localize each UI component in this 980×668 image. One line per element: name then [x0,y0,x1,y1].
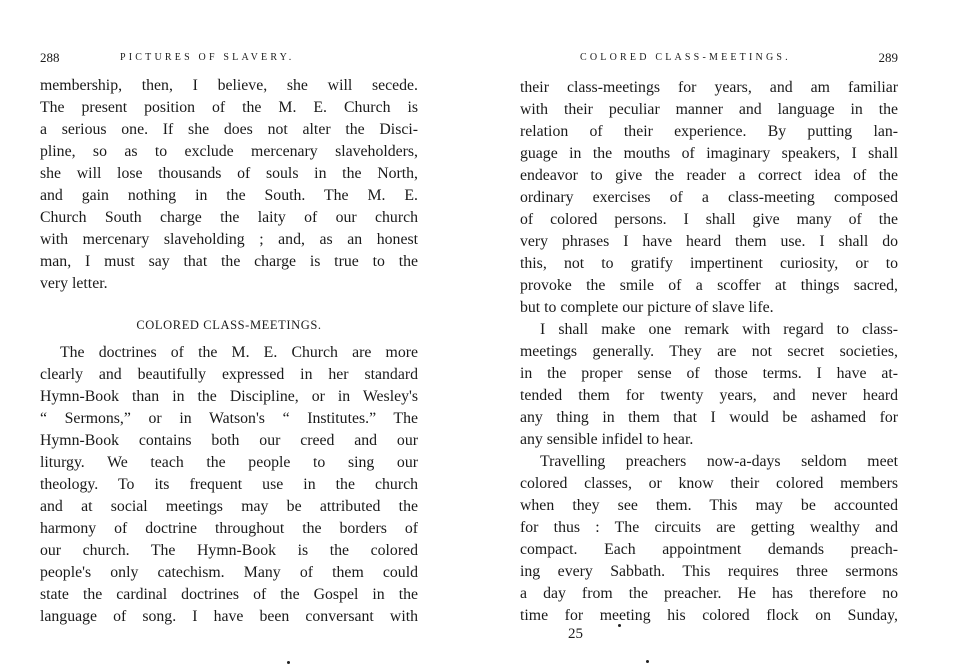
right-page [520,0,898,668]
text-line: ing every Sabbath. This requires three sermons [520,563,898,580]
text-line: I shall make one remark with regard to class- [540,321,898,338]
text-line: in the proper sense of those terms. I have at- [520,365,898,382]
text-line: colored classes, or know their colored members [520,475,898,492]
text-line: people's only catechism. Many of them could [40,564,418,581]
text-line: a serious one. If she does not alter the Disci- [40,121,418,138]
ink-speck [287,661,290,664]
text-line: but to complete our picture of slave life. [520,299,774,316]
text-line: when they see them. This may be accounted [520,497,898,514]
right-page-body [520,77,898,627]
text-line: their class-meetings for years, and am familiar [520,79,898,96]
text-line: harmony of doctrine throughout the borders of [40,520,418,537]
text-line: with their peculiar manner and language in the [520,101,898,118]
left-running-title: PICTURES OF SLAVERY. [120,52,295,63]
text-line: for thus : The circuits are getting wealthy and [520,519,898,536]
text-line: Travelling preachers now-a-days seldom meet [540,453,898,470]
text-line: guage in the mouths of imaginary speakers, I shall [520,145,898,162]
text-line: and at social meetings may be attributed the [40,498,418,515]
text-line: tended them for twenty years, and never heard [520,387,898,404]
text-line: Church South charge the laity of our church [40,209,418,226]
text-line: endeavor to give the reader a correct idea of the [520,167,898,184]
text-line: time for meeting his colored flock on Sunday, [520,607,898,624]
left-paragraph-continuation [40,75,418,295]
text-line: very letter. [40,275,108,292]
text-line: very phrases I have heard them use. I shall do [520,233,898,250]
signature-mark: 25 [568,626,583,642]
text-line: and gain nothing in the South. The M. E. [40,187,418,204]
text-line: theology. To its frequent use in the church [40,476,418,493]
left-paragraph-doctrines [40,342,418,628]
left-running-head [40,50,418,66]
text-line: language of song. I have been conversant with [40,608,418,625]
section-heading: COLORED CLASS-MEETINGS. [136,318,322,332]
text-line: The doctrines of the M. E. Church are more [60,344,418,361]
text-line: liturgy. We teach the people to sing our [40,454,418,471]
text-line: ordinary exercises of a class-meeting composed [520,189,898,206]
text-line: our church. The Hymn-Book is the colored [40,542,418,559]
text-line: compact. Each appointment demands preach- [520,541,898,558]
text-line: meetings generally. They are not secret societies, [520,343,898,360]
text-line: of colored persons. I shall give many of the [520,211,898,228]
text-line: Hymn-Book than in the Discipline, or in Wesley's [40,388,418,405]
text-line: she will lose thousands of souls in the North, [40,165,418,182]
text-line: a day from the preacher. He has therefore no [520,585,898,602]
right-page-number: 289 [878,50,898,65]
text-line: this, not to gratify impertinent curiosity, or to [520,255,898,272]
text-line: clearly and beautifully expressed in her standard [40,366,418,383]
text-line: state the cardinal doctrines of the Gospel in the [40,586,418,603]
text-line: The present position of the M. E. Church is [40,99,418,116]
text-line: provoke the smile of a scoffer at things sacred, [520,277,898,294]
ink-speck [646,660,649,663]
text-line: any thing in them that I would be ashamed for [520,409,898,426]
left-page-number: 288 [40,50,60,65]
right-running-title: COLORED CLASS-MEETINGS. [580,52,791,63]
left-page [40,0,418,668]
text-line: “ Sermons,” or in Watson's “ Institutes.” The [40,410,418,427]
text-line: man, I must say that the charge is true to the [40,253,418,270]
text-line: pline, so as to exclude mercenary slaveholders, [40,143,418,160]
text-line: relation of their experience. By putting lan- [520,123,898,140]
text-line: any sensible infidel to hear. [520,431,694,448]
text-line: membership, then, I believe, she will secede. [40,77,418,94]
text-line: Hymn-Book contains both our creed and our [40,432,418,449]
right-running-head [520,50,898,66]
ink-speck [618,624,621,627]
text-line: with mercenary slaveholding ; and, as an honest [40,231,418,248]
